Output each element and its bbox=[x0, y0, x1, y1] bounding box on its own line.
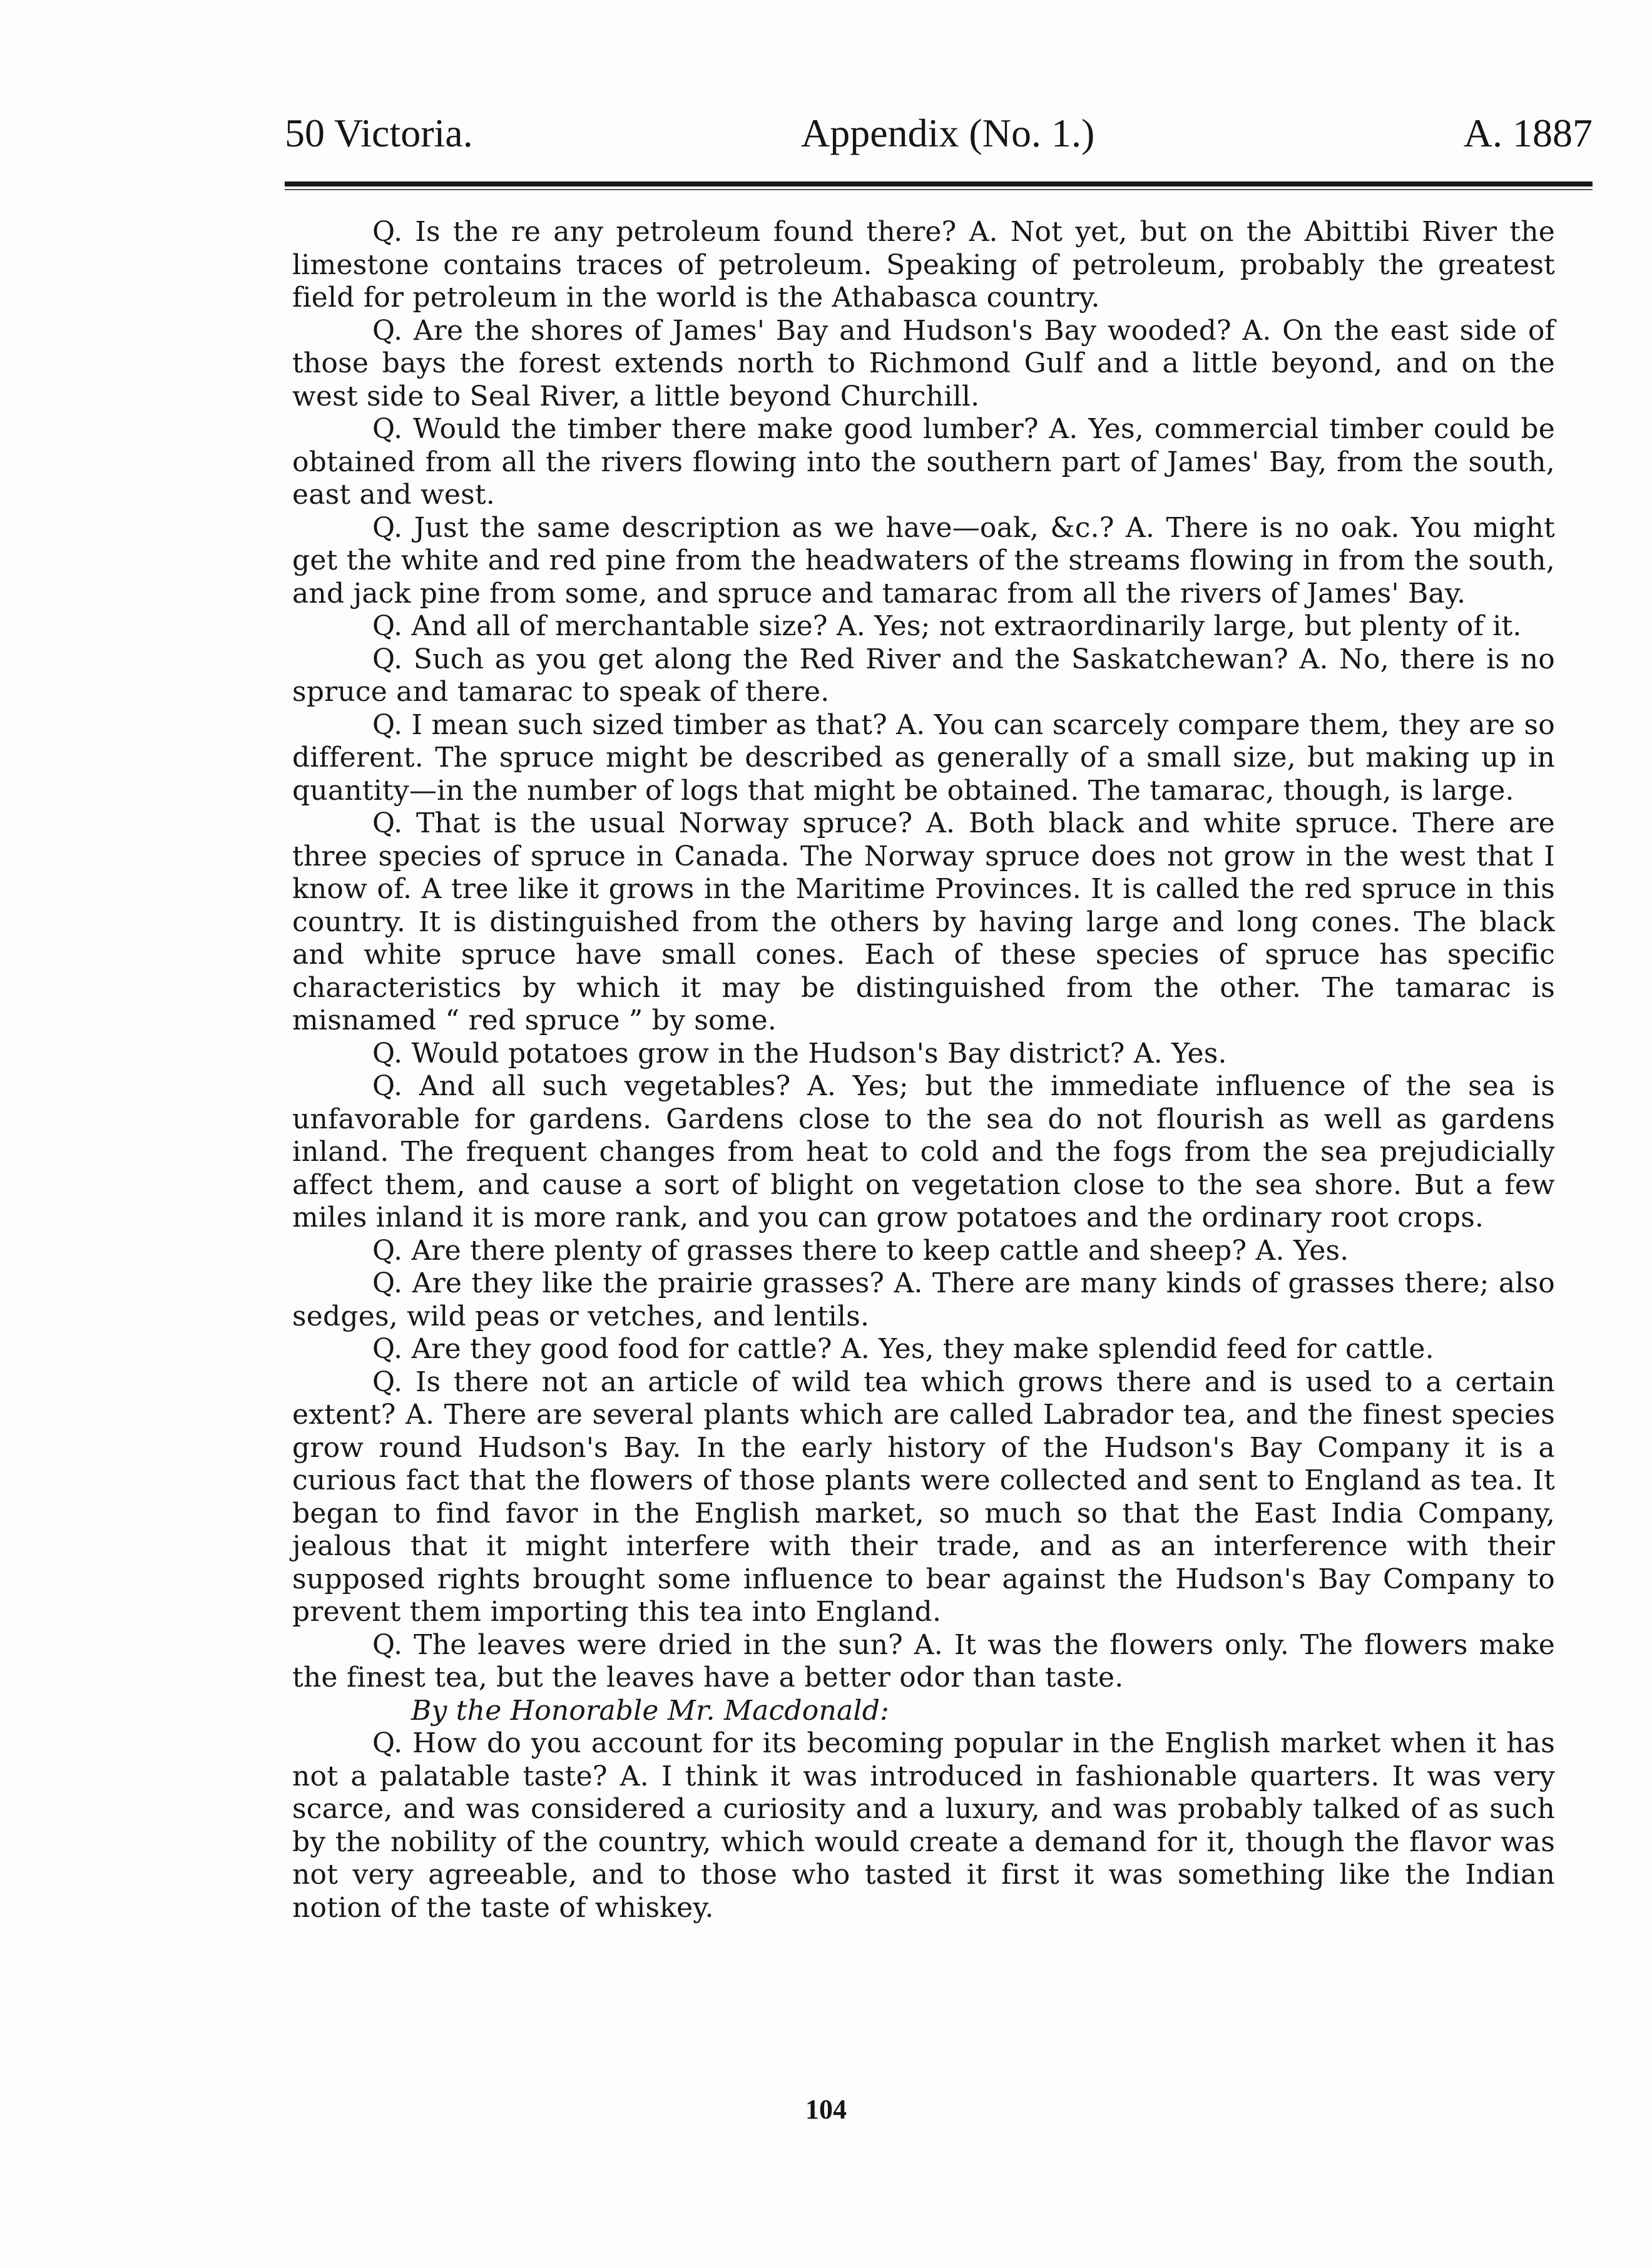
qa-paragraph: Q. And all such vegetables? A. Yes; but the immediate influence of the sea is unfavorable for gardens. Gardens close to the sea do not flourish as well as gardens inland. The frequent changes from heat to cold and the fogs from the sea prejudicially affect them, and cause a sort of blight on vegetation close to the sea shore. But a few miles inland it is more rank, and you can grow potatoes and the ordinary root crops. bbox=[292, 1070, 1555, 1234]
qa-paragraph: Q. That is the usual Norway spruce? A. Both black and white spruce. There are three species of spruce in Canada. The Norway spruce does not grow in the west that I know of. A tree like it grows in the Maritime Provinces. It is called the red spruce in this country. It is distinguished from the others by having large and long cones. The black and white spruce have small cones. Each of these species of spruce has specific characteristics by which it may be distinguished from the other. The tamarac is misnamed “ red spruce ” by some. bbox=[292, 807, 1555, 1036]
header-rule bbox=[285, 181, 1593, 186]
qa-paragraph: Q. Would the timber there make good lumber? A. Yes, commercial timber could be obtained from all the rivers flowing into the southern part of James' Bay, from the south, east and west. bbox=[292, 413, 1555, 511]
qa-paragraph: Q. Are the shores of James' Bay and Hudson's Bay wooded? A. On the east side of those bays the forest extends north to Richmond Gulf and a little beyond, and on the west side to Seal River, a little beyond Churchill. bbox=[292, 314, 1555, 412]
qa-paragraph: Q. I mean such sized timber as that? A. You can scarcely compare them, they are so different. The spruce might be described as generally of a small size, but making up in quantity—in the number of logs that might be obtained. The tamarac, though, is large. bbox=[292, 708, 1555, 807]
header-rule-thin bbox=[285, 189, 1593, 190]
header-year: A. 1887 bbox=[1463, 111, 1593, 155]
qa-paragraph: Q. And all of merchantable size? A. Yes; not extraordinarily large, but plenty of it. bbox=[372, 610, 1522, 642]
qa-paragraph: Q. Would potatoes grow in the Hudson's Bay district? A. Yes. bbox=[372, 1037, 1227, 1070]
qa-paragraph: Q. Are they like the prairie grasses? A. There are many kinds of grasses there; also sedges, wild peas or vetches, and lentils. bbox=[292, 1267, 1555, 1332]
qa-paragraph: Q. The leaves were dried in the sun? A. It was the flowers only. The flowers make the finest tea, but the leaves have a better odor than taste. bbox=[292, 1628, 1555, 1693]
examiner-byline: By the Honorable Mr. Macdonald: bbox=[411, 1694, 890, 1727]
qa-paragraph: Q. Such as you get along the Red River and the Saskatchewan? A. No, there is no spruce and tamarac to speak of there. bbox=[292, 643, 1555, 708]
qa-paragraph: Q. Is the re any petroleum found there? A. Not yet, but on the Abittibi River the limestone contains traces of petroleum. Speaking of petroleum, probably the greatest field for petroleum in the world is the Athabasca country. bbox=[292, 216, 1555, 314]
header-session: 50 Victoria. bbox=[285, 111, 473, 155]
qa-paragraph: Q. How do you account for its becoming popular in the English market when it has not a palatable taste? A. I think it was introduced in fashionable quarters. It was very scarce, and was considered a curiosity and a luxury, and was probably talked of as such by the nobility of the country, which would create a demand for it, though the flavor was not very agreeable, and to those who tasted it first it was something like the Indian notion of the taste of whiskey. bbox=[292, 1727, 1555, 1924]
qa-paragraph: Q. Just the same description as we have—oak, &c.? A. There is no oak. You might get the white and red pine from the headwaters of the streams flowing in from the south, and jack pine from some, and spruce and tamarac from all the rivers of James' Bay. bbox=[292, 511, 1555, 610]
qa-paragraph: Q. Are they good food for cattle? A. Yes, they make splendid feed for cattle. bbox=[372, 1333, 1434, 1365]
qa-paragraph: Q. Is there not an article of wild tea which grows there and is used to a certain extent? A. There are several plants which are called Labrador tea, and the finest species grow round Hudson's Bay. In the early history of the Hudson's Bay Company it is a curious fact that the flowers of those plants were collected and sent to England as tea. It began to find favor in the English market, so much so that the East India Company, jealous that it might interfere with their trade, and as an interference with their supposed rights brought some influence to bear against the Hudson's Bay Company to prevent them importing this tea into England. bbox=[292, 1366, 1555, 1628]
page-number: 104 bbox=[805, 2094, 847, 2125]
qa-paragraph: Q. Are there plenty of grasses there to keep cattle and sheep? A. Yes. bbox=[372, 1234, 1349, 1267]
running-header bbox=[285, 105, 1593, 161]
header-appendix: Appendix (No. 1.) bbox=[801, 111, 1095, 155]
body-text bbox=[292, 216, 1555, 1924]
